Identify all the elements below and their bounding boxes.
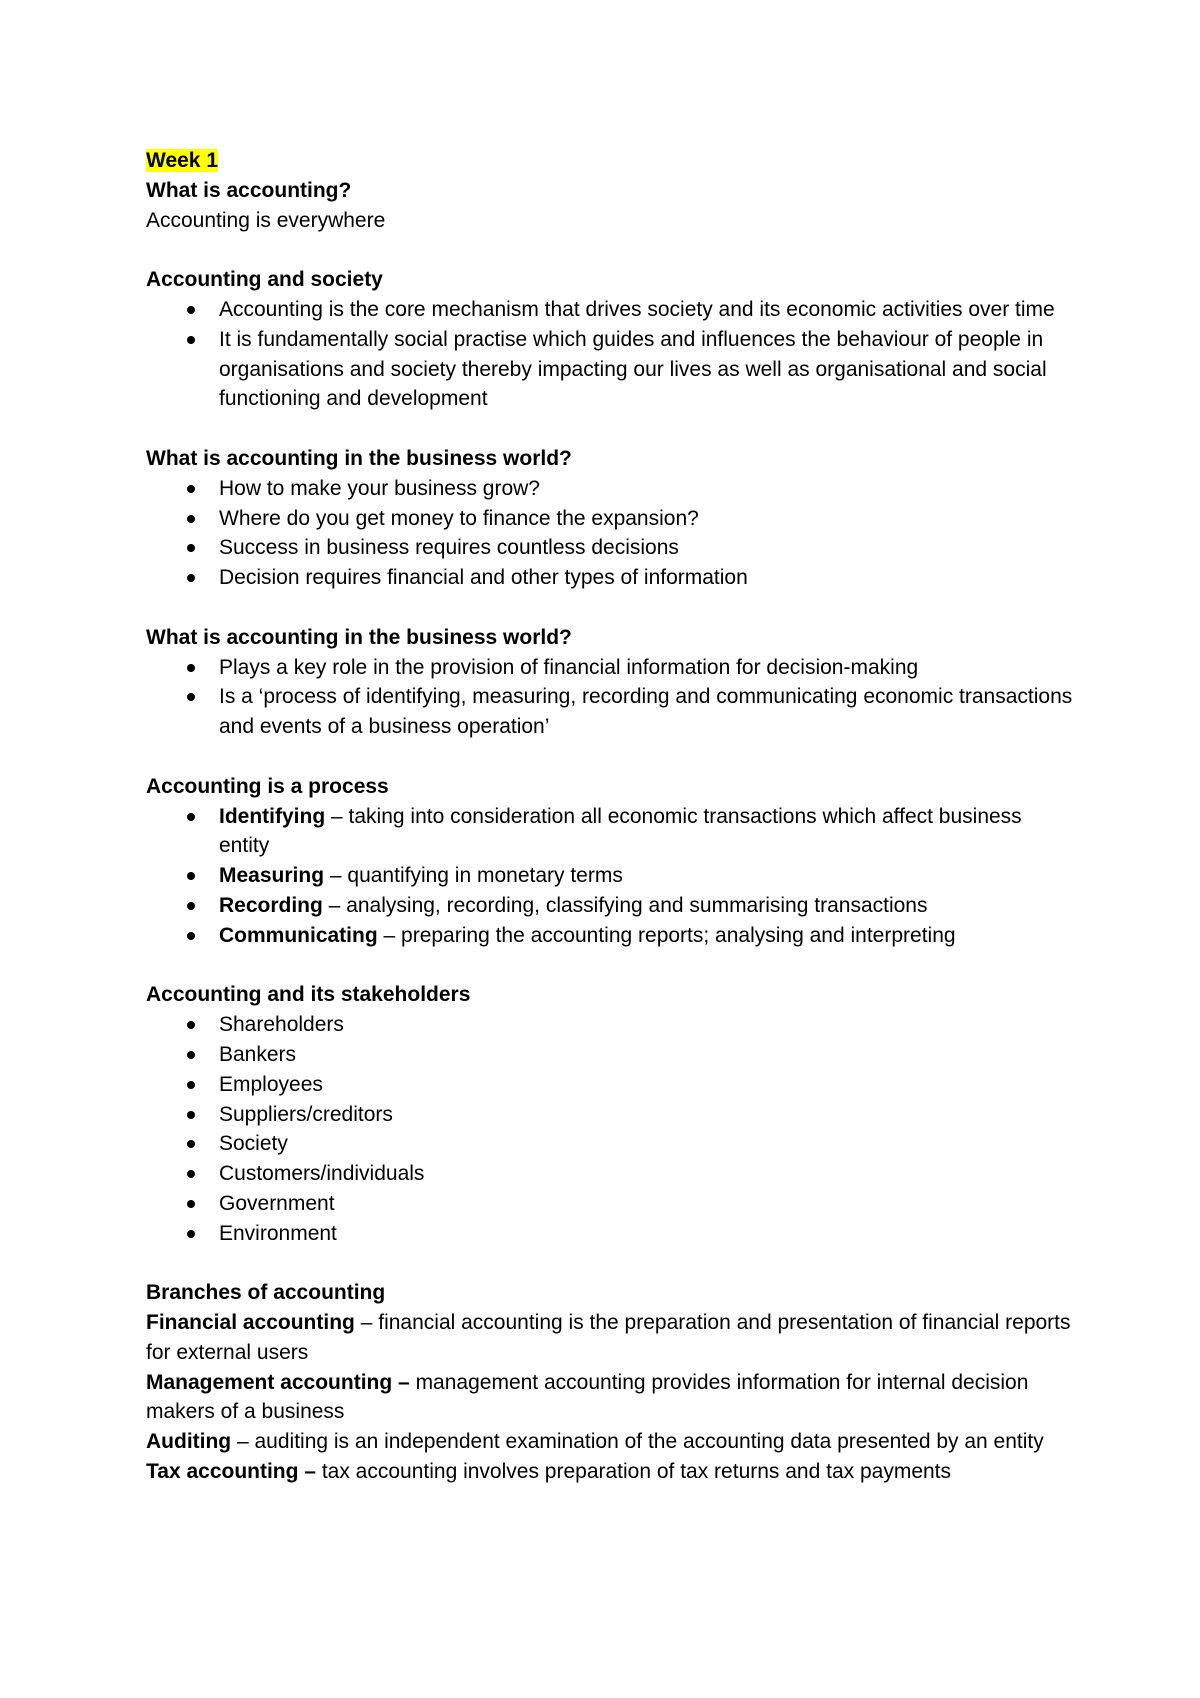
- document-page: [146, 146, 1076, 1487]
- list-item: [146, 533, 1076, 563]
- bullet-text: Environment: [219, 1221, 337, 1245]
- bullet-text: Bankers: [219, 1042, 297, 1066]
- intro-text: Accounting is everywhere: [146, 208, 386, 232]
- list-item: [146, 1010, 1076, 1040]
- branch-item: [146, 1308, 1076, 1368]
- section: [146, 980, 1076, 1248]
- bullet-separator: –: [377, 923, 402, 947]
- section: [146, 772, 1076, 951]
- bullet-separator: –: [325, 804, 349, 828]
- list-item: [146, 802, 1076, 862]
- bullet-term: Tax accounting –: [146, 1460, 316, 1484]
- bullet-separator: –: [322, 893, 347, 917]
- list-item: [146, 682, 1076, 742]
- bullet-text: Where do you get money to finance the expansion?: [219, 506, 699, 530]
- bullet-text: Decision requires financial and other types of information: [219, 566, 748, 590]
- list-item: [146, 295, 1076, 325]
- bullet-text: Shareholders: [219, 1013, 344, 1037]
- bullet-text: Customers/individuals: [219, 1162, 425, 1186]
- bullet-text: Society: [219, 1132, 288, 1156]
- bullet-separator: –: [324, 864, 348, 888]
- bullet-text: Accounting is the core mechanism that drives society and its economic activities over time: [219, 297, 1055, 321]
- section-spacer: [146, 742, 1076, 772]
- bullet-text: auditing is an independent examination of the accounting data presented by an entity: [254, 1430, 1044, 1454]
- bullet-text: analysing, recording, classifying and summarising transactions: [346, 893, 928, 917]
- list-item: [146, 325, 1076, 414]
- section-spacer: [146, 951, 1076, 981]
- list-item: [146, 1040, 1076, 1070]
- section-spacer: [146, 414, 1076, 444]
- bullet-separator: –: [231, 1430, 255, 1454]
- bullet-term: Auditing: [146, 1430, 232, 1454]
- branches-heading: Branches of accounting: [146, 1281, 386, 1305]
- list-item: [146, 1129, 1076, 1159]
- bullet-text: Government: [219, 1191, 335, 1215]
- bullet-list: [146, 1010, 1076, 1248]
- list-item: [146, 861, 1076, 891]
- bullet-text: How to make your business grow?: [219, 476, 540, 500]
- sections-container: [146, 235, 1076, 1248]
- branches-list: [146, 1308, 1076, 1487]
- bullet-text: management accounting provides information for internal decision makers of a business: [146, 1370, 1029, 1424]
- bullet-text: tax accounting involves preparation of tax returns and tax payments: [321, 1460, 952, 1484]
- bullet-list: [146, 802, 1076, 951]
- section-spacer: [146, 1248, 1076, 1278]
- section-heading: What is accounting in the business world?: [146, 446, 572, 470]
- list-item: [146, 1100, 1076, 1130]
- bullet-text: Employees: [219, 1072, 323, 1096]
- bullet-text: quantifying in monetary terms: [347, 864, 623, 888]
- list-item: [146, 653, 1076, 683]
- branch-item: [146, 1427, 1076, 1457]
- bullet-list: [146, 295, 1076, 414]
- bullet-term: Financial accounting: [146, 1311, 355, 1335]
- section-heading: Accounting is a process: [146, 774, 389, 798]
- bullet-text: Suppliers/creditors: [219, 1102, 393, 1126]
- bullet-text: It is fundamentally social practise which guides and influences the behaviour of people in organisations and society thereby impacting our lives as well as organisational and social functioning and development: [219, 327, 1047, 411]
- bullet-term: Communicating: [219, 923, 378, 947]
- bullet-text: financial accounting is the preparation and presentation of financial reports for external users: [146, 1311, 1071, 1364]
- bullet-text: Is a ‘process of identifying, measuring, recording and communicating economic transactions and events of a business operation’: [219, 685, 1073, 739]
- bullet-text: preparing the accounting reports; analysing and interpreting: [401, 923, 956, 947]
- bullet-term: Recording: [219, 893, 323, 917]
- section-heading: What is accounting in the business world?: [146, 625, 572, 649]
- list-item: [146, 504, 1076, 534]
- section-heading: Accounting and its stakeholders: [146, 983, 471, 1007]
- bullet-term: Measuring: [219, 864, 325, 888]
- bullet-term: Management accounting –: [146, 1370, 410, 1394]
- bullet-text: Success in business requires countless decisions: [219, 536, 679, 560]
- list-item: [146, 891, 1076, 921]
- list-item: [146, 1189, 1076, 1219]
- week-label-highlight: Week 1: [146, 149, 218, 172]
- branches-section: [146, 1278, 1076, 1487]
- list-item: [146, 921, 1076, 951]
- section-spacer: [146, 235, 1076, 265]
- list-item: [146, 563, 1076, 593]
- list-item: [146, 1159, 1076, 1189]
- bullet-text: Plays a key role in the provision of financial information for decision-making: [219, 655, 919, 679]
- branch-item: [146, 1368, 1076, 1428]
- section: [146, 444, 1076, 593]
- bullet-list: [146, 653, 1076, 742]
- section-spacer: [146, 593, 1076, 623]
- bullet-list: [146, 474, 1076, 593]
- bullet-text: taking into consideration all economic transactions which affect business entity: [219, 804, 1022, 858]
- intro-heading: What is accounting?: [146, 178, 352, 202]
- week-title: [146, 146, 1076, 176]
- section: [146, 623, 1076, 742]
- branch-item: [146, 1457, 1076, 1487]
- list-item: [146, 474, 1076, 504]
- bullet-term: Identifying: [219, 804, 326, 828]
- section: [146, 265, 1076, 414]
- list-item: [146, 1219, 1076, 1249]
- bullet-separator: –: [354, 1311, 379, 1335]
- list-item: [146, 1070, 1076, 1100]
- section-heading: Accounting and society: [146, 268, 383, 292]
